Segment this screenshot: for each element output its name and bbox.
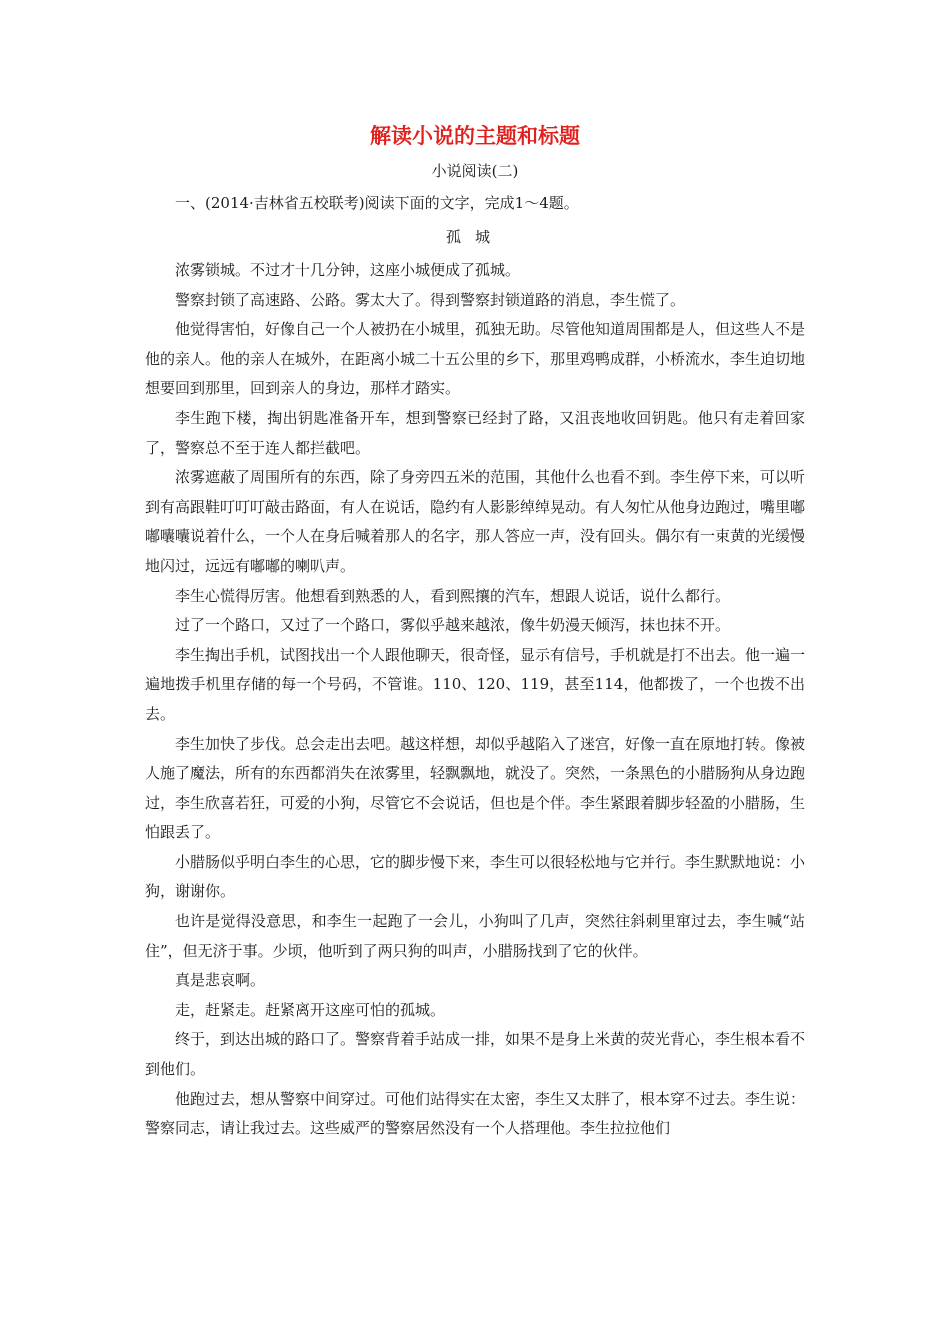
document-title: 解读小说的主题和标题: [370, 123, 580, 148]
story-paragraph: 过了一个路口，又过了一个路口，雾似乎越来越浓，像牛奶漫天倾泻，抹也抹不开。: [175, 616, 731, 635]
story-paragraph: 李生跑下楼，掏出钥匙准备开车，想到警察已经封了路，又沮丧地收回钥匙。他只有走着回家了，警察总不至于连人都拦截吧。: [145, 408, 805, 457]
story-paragraph: 浓雾遮蔽了周围所有的东西，除了身旁四五米的范围，其他什么也看不到。李生停下来，可以听到有高跟鞋叮叮叮敲击路面，有人在说话，隐约有人影影绰绰晃动。有人匆忙从他身边跑过，嘴里嘟嘟囔囔说着什么，一个人在身后喊着那人的名字，那人答应一声，没有回头。偶尔有一束黄的光缓慢地闪过，远远有嘟嘟的喇叭声。: [145, 468, 806, 575]
story-paragraph: 李生掏出手机，试图找出一个人跟他聊天，很奇怪，显示有信号，手机就是打不出去。他一遍一遍地拨手机里存储的每一个号码，不管谁。110、120、119，甚至114，他都拨了，一个也拨不出去。: [145, 645, 806, 723]
question-instruction: 一、(2014·吉林省五校联考)阅读下面的文字，完成1～4题。: [175, 194, 579, 212]
story-paragraph: 浓雾锁城。不过才十几分钟，这座小城便成了孤城。: [175, 261, 521, 279]
story-paragraph: 走，赶紧走。赶紧离开这座可怕的孤城。: [175, 1000, 446, 1019]
story-paragraph: 他跑过去，想从警察中间穿过。可他们站得实在太密，李生又太胖了，根本穿不过去。李生说：警察同志，请让我过去。这些威严的警察居然没有一个人搭理他。李生拉拉他们: [145, 1089, 806, 1138]
story-paragraph: 李生心慌得厉害。他想看到熟悉的人，看到熙攘的汽车，想跟人说话，说什么都行。: [175, 586, 731, 605]
document-page: [145, 120, 805, 1144]
story-paragraph: 真是悲哀啊。: [175, 971, 266, 990]
story-paragraph: 警察封锁了高速路、公路。雾太大了。得到警察封锁道路的消息，李生慌了。: [175, 290, 686, 309]
story-paragraph: 李生加快了步伐。总会走出去吧。越这样想，却似乎越陷入了迷宫，好像一直在原地打转。像被人施了魔法，所有的东西都消失在浓雾里，轻飘飘地，就没了。突然，一条黑色的小腊肠狗从身边跑过，李生欣喜若狂，可爱的小狗，尽管它不会说话，但也是个伴。李生紧跟着脚步轻盈的小腊肠，生怕跟丢了。: [145, 734, 806, 842]
story-body: [145, 256, 805, 1144]
story-paragraph: 小腊肠似乎明白李生的心思，它的脚步慢下来，李生可以很轻松地与它并行。李生默默地说：小狗，谢谢你。: [145, 852, 806, 901]
document-subtitle: 小说阅读(二): [431, 162, 519, 180]
story-paragraph: 也许是觉得没意思，和李生一起跑了一会儿，小狗叫了几声，突然往斜刺里窜过去，李生喊“站住”，但无济于事。少顷，他听到了两只狗的叫声，小腊肠找到了它的伙伴。: [145, 912, 805, 960]
story-paragraph: 终于，到达出城的路口了。警察背着手站成一排，如果不是身上米黄的荧光背心，李生根本看不到他们。: [145, 1030, 806, 1079]
story-paragraph: 他觉得害怕，好像自己一个人被扔在小城里，孤独无助。尽管他知道周围都是人，但这些人不是他的亲人。他的亲人在城外，在距离小城二十五公里的乡下，那里鸡鸭成群，小桥流水，李生迫切地想要回到那里，回到亲人的身边，那样才踏实。: [145, 320, 806, 398]
story-title: 孤城: [445, 228, 504, 246]
